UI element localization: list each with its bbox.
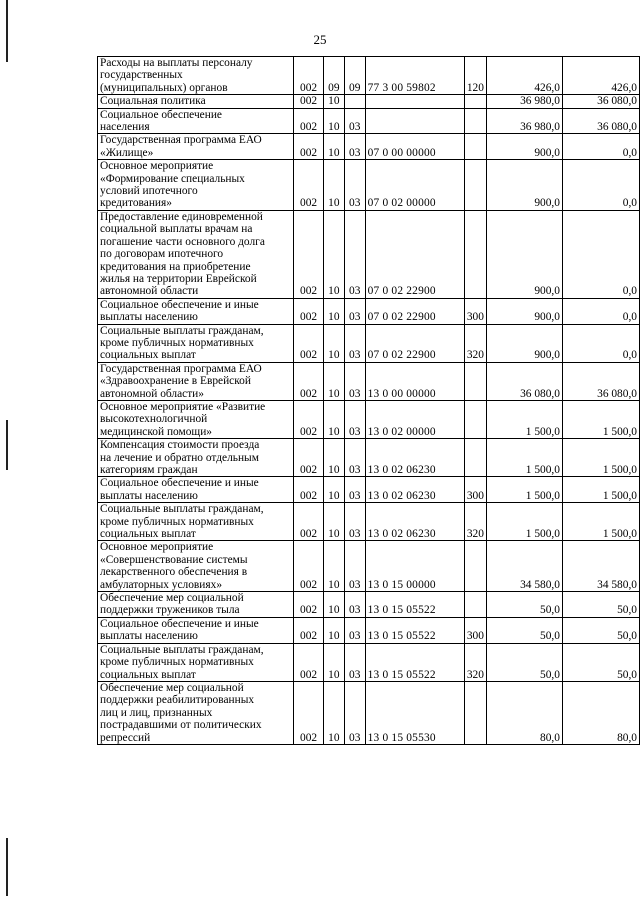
sum-year1-cell: 1 500,0	[486, 477, 562, 503]
pr-cell	[344, 95, 365, 108]
sum-year2-cell: 0,0	[562, 324, 639, 362]
sum-year2-cell: 50,0	[562, 592, 639, 618]
csr-cell: 13 0 15 05522	[365, 617, 464, 643]
table-row	[98, 362, 640, 400]
vr-cell: 300	[464, 617, 486, 643]
sum-year2-cell: 36 080,0	[562, 362, 639, 400]
sum-year1-cell: 36 080,0	[486, 362, 562, 400]
pr-cell: 09	[344, 57, 365, 95]
name-line: кроме публичных нормативных	[100, 336, 254, 349]
name-line: репрессий	[100, 731, 151, 744]
vr-cell: 320	[464, 324, 486, 362]
ved-cell: 002	[294, 541, 324, 592]
csr-cell	[365, 95, 464, 108]
sum-year1-cell: 1 500,0	[486, 503, 562, 541]
name-line: Основное мероприятие	[100, 541, 214, 554]
name-cell	[98, 617, 294, 643]
page-number: 25	[313, 32, 327, 47]
table-row	[98, 477, 640, 503]
rz-cell: 10	[323, 541, 344, 592]
name-cell	[98, 541, 294, 592]
name-line: государственных	[100, 69, 183, 82]
csr-cell: 13 0 02 06230	[365, 477, 464, 503]
sum-year2-cell: 50,0	[562, 643, 639, 681]
name-line: «Жилище»	[100, 146, 154, 159]
name-cell	[98, 298, 294, 324]
csr-cell: 13 0 00 00000	[365, 362, 464, 400]
name-line: выплаты населению	[100, 489, 198, 502]
name-line: кроме публичных нормативных	[100, 656, 254, 669]
table-row	[98, 541, 640, 592]
rz-cell: 10	[323, 592, 344, 618]
name-cell	[98, 477, 294, 503]
name-line: автономной области»	[100, 387, 204, 400]
name-line: Предоставление единовременной	[100, 210, 263, 223]
sum-year1-cell: 900,0	[486, 324, 562, 362]
name-cell	[98, 400, 294, 438]
ved-cell: 002	[294, 324, 324, 362]
pr-cell: 03	[344, 477, 365, 503]
table-row	[98, 617, 640, 643]
vr-cell	[464, 95, 486, 108]
sum-year2-cell: 0,0	[562, 210, 639, 298]
name-cell	[98, 108, 294, 134]
table-row	[98, 681, 640, 744]
table-row	[98, 160, 640, 211]
ved-cell: 002	[294, 439, 324, 477]
csr-cell: 13 0 15 05522	[365, 643, 464, 681]
sum-year2-cell: 1 500,0	[562, 400, 639, 438]
sum-year2-cell: 34 580,0	[562, 541, 639, 592]
name-line: условий ипотечного	[100, 185, 198, 198]
pr-cell: 03	[344, 400, 365, 438]
name-line: Основное мероприятие	[100, 160, 214, 173]
csr-cell: 13 0 02 06230	[365, 503, 464, 541]
sum-year1-cell: 900,0	[486, 298, 562, 324]
vr-cell: 320	[464, 503, 486, 541]
sum-year1-cell: 426,0	[486, 57, 562, 95]
rz-cell: 10	[323, 617, 344, 643]
sum-year2-cell: 426,0	[562, 57, 639, 95]
ved-cell: 002	[294, 592, 324, 618]
name-line: лиц и лиц, признанных	[100, 706, 213, 719]
name-cell	[98, 134, 294, 160]
name-line: Социальные выплаты гражданам,	[100, 643, 264, 656]
sum-year1-cell: 900,0	[486, 160, 562, 211]
vr-cell	[464, 439, 486, 477]
sum-year1-cell: 50,0	[486, 592, 562, 618]
pr-cell: 03	[344, 681, 365, 744]
budget-table	[97, 56, 640, 745]
name-line: выплаты населению	[100, 630, 198, 643]
sum-year1-cell: 34 580,0	[486, 541, 562, 592]
csr-cell: 77 3 00 59802	[365, 57, 464, 95]
name-cell	[98, 57, 294, 95]
name-line: Социальные выплаты гражданам,	[100, 324, 264, 337]
name-cell	[98, 324, 294, 362]
pr-cell: 03	[344, 160, 365, 211]
table-row	[98, 95, 640, 108]
rz-cell: 10	[323, 362, 344, 400]
csr-cell: 07 0 02 22900	[365, 298, 464, 324]
table-row	[98, 643, 640, 681]
ved-cell: 002	[294, 477, 324, 503]
name-cell	[98, 439, 294, 477]
name-line: категориям граждан	[100, 464, 198, 476]
name-cell	[98, 210, 294, 298]
name-line: поддержки реабилитированных	[100, 694, 255, 707]
csr-cell: 13 0 15 05530	[365, 681, 464, 744]
pr-cell: 03	[344, 298, 365, 324]
name-line: автономной области	[100, 285, 199, 298]
name-line: Основное мероприятие «Развитие	[100, 400, 266, 413]
sum-year1-cell: 36 980,0	[486, 108, 562, 134]
name-line: Социальное обеспечение и иные	[100, 617, 259, 630]
vr-cell: 300	[464, 298, 486, 324]
vr-cell: 120	[464, 57, 486, 95]
name-line: населения	[100, 121, 150, 134]
csr-cell: 07 0 02 00000	[365, 160, 464, 211]
ved-cell: 002	[294, 681, 324, 744]
name-line: лекарственного обеспечения в	[100, 566, 248, 579]
name-line: выплаты населению	[100, 311, 198, 324]
rz-cell: 10	[323, 210, 344, 298]
vr-cell: 320	[464, 643, 486, 681]
sum-year2-cell: 80,0	[562, 681, 639, 744]
table-row	[98, 210, 640, 298]
ved-cell: 002	[294, 362, 324, 400]
rz-cell: 10	[323, 108, 344, 134]
sum-year2-cell: 36 080,0	[562, 95, 639, 108]
name-line: Социальная политика	[100, 95, 206, 108]
name-line: Обеспечение мер социальной	[100, 592, 244, 605]
ved-cell: 002	[294, 298, 324, 324]
sum-year2-cell: 0,0	[562, 298, 639, 324]
name-line: социальных выплат	[100, 668, 196, 681]
name-line: высокотехнологичной	[100, 413, 208, 426]
sum-year1-cell: 50,0	[486, 643, 562, 681]
name-line: «Здравоохранение в Еврейской	[100, 375, 251, 388]
csr-cell: 07 0 02 22900	[365, 210, 464, 298]
table-row	[98, 400, 640, 438]
sum-year2-cell: 1 500,0	[562, 477, 639, 503]
name-line: Расходы на выплаты персоналу	[100, 57, 253, 69]
csr-cell: 13 0 02 00000	[365, 400, 464, 438]
ved-cell: 002	[294, 400, 324, 438]
table-row	[98, 134, 640, 160]
name-line: Компенсация стоимости проезда	[100, 439, 260, 452]
rz-cell: 10	[323, 324, 344, 362]
ved-cell: 002	[294, 57, 324, 95]
name-line: кредитования»	[100, 197, 172, 210]
ved-cell: 002	[294, 160, 324, 211]
name-line: на лечение и обратно отдельным	[100, 451, 259, 464]
table-row	[98, 503, 640, 541]
table-row	[98, 298, 640, 324]
name-line: амбулаторных условиях»	[100, 578, 223, 591]
name-line: «Формирование специальных	[100, 172, 245, 185]
ved-cell: 002	[294, 95, 324, 108]
name-line: Социальное обеспечение и иные	[100, 477, 259, 490]
vr-cell	[464, 592, 486, 618]
csr-cell: 13 0 02 06230	[365, 439, 464, 477]
name-line: Социальные выплаты гражданам,	[100, 503, 264, 516]
name-line: погашение части основного долга	[100, 235, 265, 248]
name-cell	[98, 95, 294, 108]
rz-cell: 10	[323, 643, 344, 681]
rz-cell: 10	[323, 134, 344, 160]
sum-year2-cell: 0,0	[562, 134, 639, 160]
table-row	[98, 592, 640, 618]
sum-year2-cell: 0,0	[562, 160, 639, 211]
name-line: Государственная программа ЕАО	[100, 134, 262, 147]
pr-cell: 03	[344, 617, 365, 643]
table-row	[98, 324, 640, 362]
vr-cell	[464, 210, 486, 298]
pr-cell: 03	[344, 210, 365, 298]
pr-cell: 03	[344, 643, 365, 681]
name-line: Социальное обеспечение и иные	[100, 298, 259, 311]
sum-year2-cell: 36 080,0	[562, 108, 639, 134]
rz-cell: 10	[323, 298, 344, 324]
pr-cell: 03	[344, 324, 365, 362]
sum-year1-cell: 50,0	[486, 617, 562, 643]
name-cell	[98, 362, 294, 400]
name-line: социальных выплат	[100, 528, 196, 541]
name-line: поддержки тружеников тыла	[100, 604, 240, 617]
name-cell	[98, 592, 294, 618]
ved-cell: 002	[294, 503, 324, 541]
pr-cell: 03	[344, 108, 365, 134]
csr-cell	[365, 108, 464, 134]
pr-cell: 03	[344, 362, 365, 400]
scan-edge-mark-bottom	[6, 838, 8, 896]
rz-cell: 10	[323, 681, 344, 744]
pr-cell: 03	[344, 541, 365, 592]
name-line: жилья на территории Еврейской	[100, 272, 257, 285]
sum-year1-cell: 1 500,0	[486, 439, 562, 477]
rz-cell: 10	[323, 160, 344, 211]
pr-cell: 03	[344, 592, 365, 618]
name-cell	[98, 681, 294, 744]
name-line: Обеспечение мер социальной	[100, 681, 244, 694]
vr-cell	[464, 400, 486, 438]
sum-year1-cell: 36 980,0	[486, 95, 562, 108]
ved-cell: 002	[294, 108, 324, 134]
rz-cell: 10	[323, 503, 344, 541]
ved-cell: 002	[294, 210, 324, 298]
vr-cell: 300	[464, 477, 486, 503]
csr-cell: 13 0 15 00000	[365, 541, 464, 592]
vr-cell	[464, 108, 486, 134]
sum-year1-cell: 80,0	[486, 681, 562, 744]
sum-year1-cell: 1 500,0	[486, 400, 562, 438]
sum-year1-cell: 900,0	[486, 134, 562, 160]
name-line: кроме публичных нормативных	[100, 515, 254, 528]
rz-cell: 10	[323, 439, 344, 477]
name-line: социальных выплат	[100, 349, 196, 362]
sum-year2-cell: 50,0	[562, 617, 639, 643]
csr-cell: 07 0 00 00000	[365, 134, 464, 160]
name-line: Государственная программа ЕАО	[100, 362, 262, 375]
rz-cell: 10	[323, 400, 344, 438]
table-row	[98, 108, 640, 134]
name-cell	[98, 643, 294, 681]
vr-cell	[464, 362, 486, 400]
name-line: (муниципальных) органов	[100, 81, 228, 94]
rz-cell: 10	[323, 477, 344, 503]
ved-cell: 002	[294, 617, 324, 643]
scan-edge-mark-middle	[6, 420, 8, 470]
vr-cell	[464, 160, 486, 211]
name-line: медицинской помощи»	[100, 425, 212, 438]
vr-cell	[464, 134, 486, 160]
name-line: Социальное обеспечение	[100, 108, 222, 121]
name-line: социальной выплаты врачам на	[100, 223, 253, 236]
ved-cell: 002	[294, 134, 324, 160]
pr-cell: 03	[344, 439, 365, 477]
name-line: «Совершенствование системы	[100, 553, 248, 566]
name-line: кредитования на приобретение	[100, 260, 251, 273]
sum-year1-cell: 900,0	[486, 210, 562, 298]
sum-year2-cell: 1 500,0	[562, 503, 639, 541]
pr-cell: 03	[344, 134, 365, 160]
vr-cell	[464, 541, 486, 592]
csr-cell: 07 0 02 22900	[365, 324, 464, 362]
table-row	[98, 57, 640, 95]
name-line: по договорам ипотечного	[100, 248, 224, 261]
vr-cell	[464, 681, 486, 744]
name-line: пострадавшими от политических	[100, 719, 262, 732]
csr-cell: 13 0 15 05522	[365, 592, 464, 618]
ved-cell: 002	[294, 643, 324, 681]
name-cell	[98, 503, 294, 541]
rz-cell: 09	[323, 57, 344, 95]
name-cell	[98, 160, 294, 211]
sum-year2-cell: 1 500,0	[562, 439, 639, 477]
pr-cell: 03	[344, 503, 365, 541]
table-row	[98, 439, 640, 477]
rz-cell: 10	[323, 95, 344, 108]
scan-edge-mark-top	[6, 0, 8, 62]
budget-table-body	[98, 57, 640, 745]
